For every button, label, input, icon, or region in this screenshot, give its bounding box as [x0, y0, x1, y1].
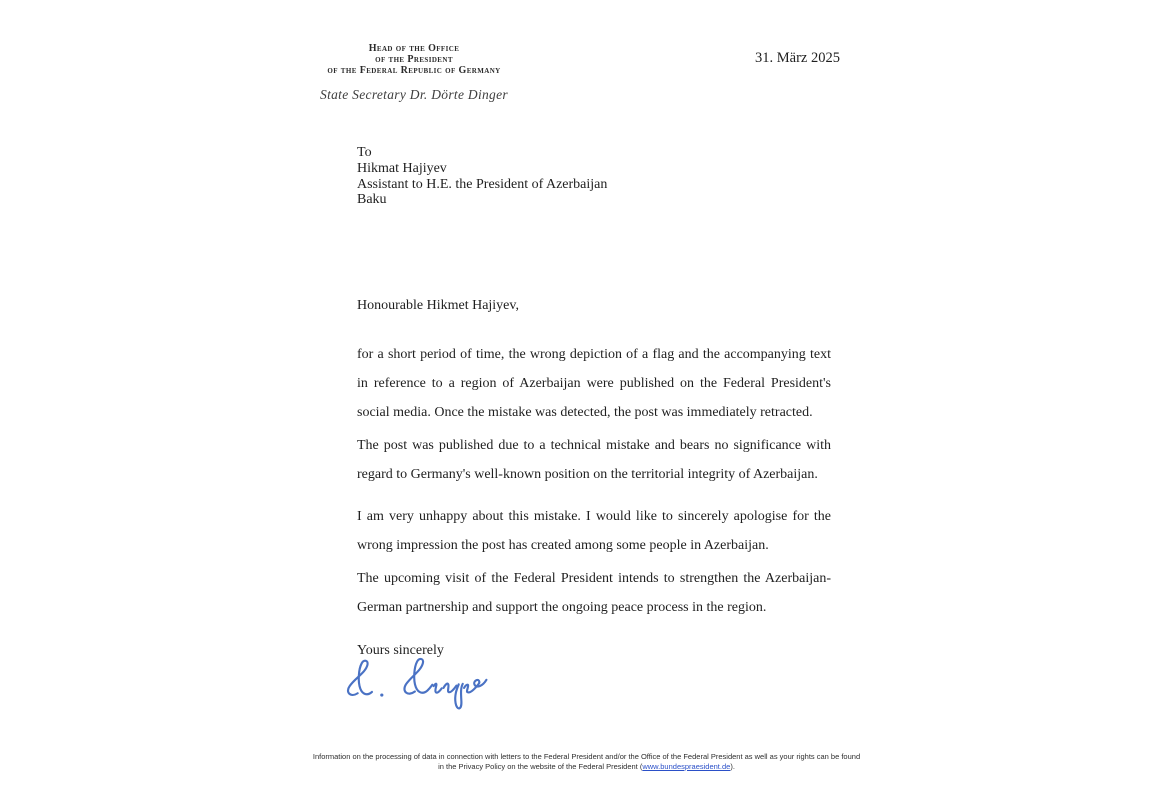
footer — [0, 752, 1173, 772]
recipient-line: Hikmat Hajiyev — [357, 160, 447, 176]
recipient-line: Assistant to H.E. the President of Azerbaijan — [357, 176, 608, 192]
recipient-line: To — [357, 145, 372, 160]
footer-text-after-link: ). — [730, 762, 735, 771]
body-paragraph: The post was published due to a technical mistake and bears no significance with regard to Germany's well-known position on the territorial integrity of Azerbaijan. — [357, 438, 831, 482]
recipient-block — [357, 145, 607, 208]
privacy-policy-link[interactable]: www.bundespraesident.de — [642, 762, 731, 771]
letter-date: 31. März 2025 — [755, 50, 840, 66]
letterhead-line-3: of the Federal Republic of Germany — [327, 64, 501, 76]
salutation: Honourable Hikmet Hajiyev, — [357, 298, 519, 313]
body-paragraph: for a short period of time, the wrong depiction of a flag and the accompanying text in reference to a region of Azerbaijan were published on the Federal President's social media. Once the mistake was detected, the post was immediately retracted. — [357, 347, 831, 420]
footer-text-before-link: Information on the processing of data in connection with letters to the Federal President and/or the Office of the Federal President as well as your rights can be found in the Privacy Policy on the website of the Federal President ( — [312, 752, 861, 771]
body-paragraph: The upcoming visit of the Federal President intends to strengthen the Azerbaijan-German partnership and support the ongoing peace process in the region. — [357, 571, 831, 615]
body-paragraph: I am very unhappy about this mistake. I would like to sincerely apologise for the wrong impression the post has created among some people in Azerbaijan. — [357, 509, 831, 553]
signature-handwriting — [338, 652, 490, 722]
signature-period — [380, 693, 383, 696]
letterhead-line-2: of the President — [375, 53, 453, 65]
footer-note — [313, 752, 861, 772]
recipient-line: Baku — [357, 192, 387, 208]
letterhead — [298, 44, 530, 103]
letterhead-line-1: Head of the Office — [368, 43, 460, 54]
closing: Yours sincerely — [357, 643, 444, 658]
official-name: State Secretary Dr. Dörte Dinger — [320, 87, 508, 103]
